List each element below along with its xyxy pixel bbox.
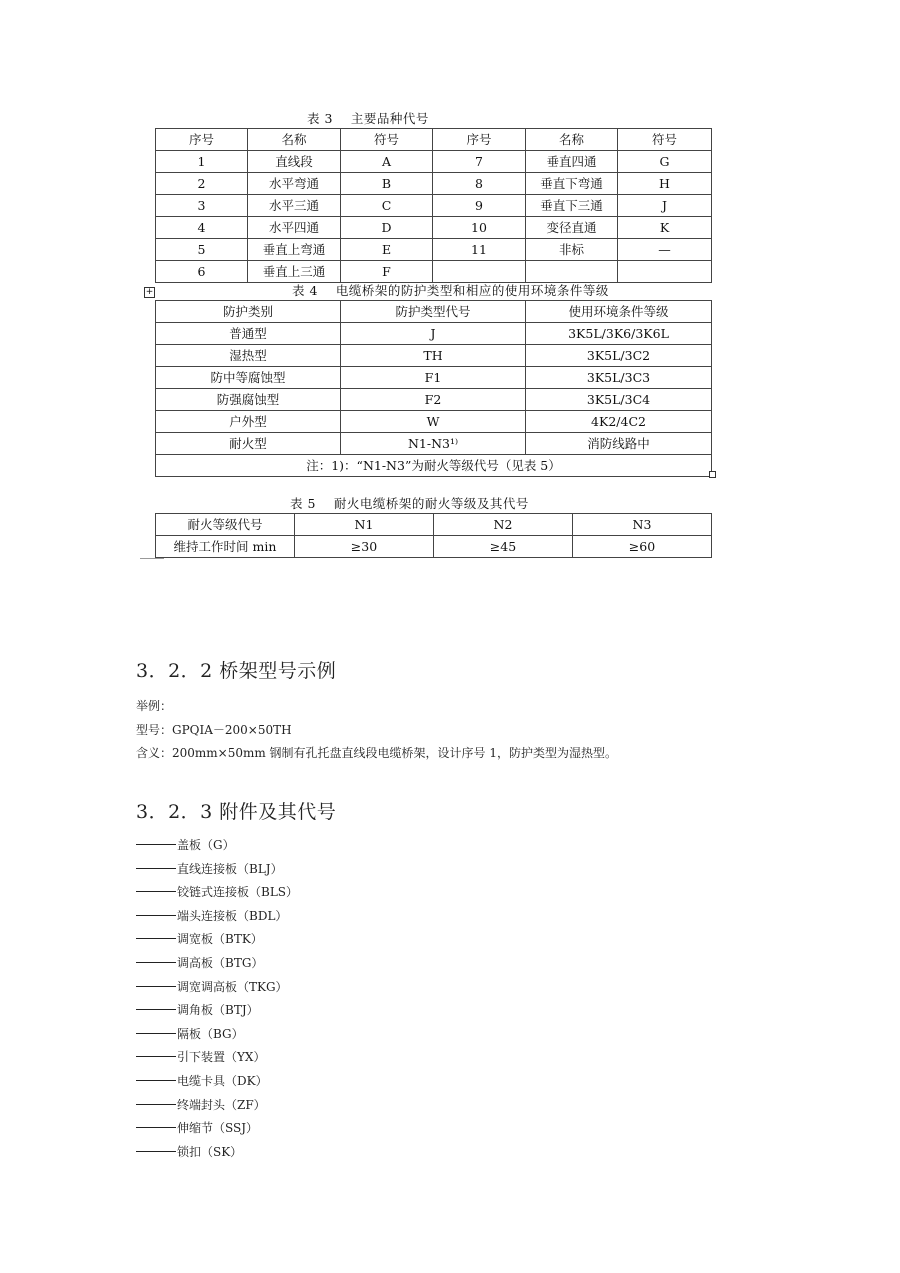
model-line: 型号：GPQIA－200×50TH — [136, 723, 292, 737]
table-cell: 防中等腐蚀型 — [156, 367, 341, 389]
em-dash — [136, 986, 176, 987]
em-dash — [136, 915, 176, 916]
table-cell: J — [341, 323, 526, 345]
section-322-heading: 3．2．2 桥架型号示例 — [136, 660, 337, 682]
table-cell: D — [341, 217, 433, 239]
list-item — [136, 882, 298, 906]
table4-header-cell: 防护类别 — [156, 301, 341, 323]
table4-title: 表 4 电缆桥架的防护类型和相应的使用环境条件等级 — [292, 283, 609, 298]
table-cell: 4K2/4C2 — [526, 411, 712, 433]
table-cell — [526, 261, 618, 283]
em-dash — [136, 868, 176, 869]
table-row — [156, 173, 712, 195]
table3-header-cell: 序号 — [433, 129, 526, 151]
table-row — [156, 195, 712, 217]
table-row — [156, 367, 712, 389]
table-row — [156, 345, 712, 367]
table-row — [156, 323, 712, 345]
table-cell: 5 — [156, 239, 248, 261]
table-cell: E — [341, 239, 433, 261]
table-row — [156, 514, 712, 536]
table-cell: 耐火等级代号 — [156, 514, 295, 536]
list-item — [136, 929, 298, 953]
table4 — [155, 300, 712, 477]
em-dash — [136, 962, 176, 963]
table-cell: N1-N3¹⁾ — [341, 433, 526, 455]
em-dash — [136, 938, 176, 939]
table-cell: ≥60 — [573, 536, 712, 558]
em-dash — [136, 891, 176, 892]
em-dash — [136, 1151, 176, 1152]
table-cell: N1 — [295, 514, 434, 536]
table-cell: 3K5L/3C4 — [526, 389, 712, 411]
table-cell: 垂直上三通 — [248, 261, 341, 283]
table-cell: TH — [341, 345, 526, 367]
table-cell: 6 — [156, 261, 248, 283]
table5 — [155, 513, 712, 558]
table3-header-cell: 符号 — [341, 129, 433, 151]
table4-note-row — [156, 455, 712, 477]
table-move-handle-icon[interactable]: + — [145, 287, 154, 297]
table5-title: 表 5 耐火电缆桥架的耐火等级及其代号 — [290, 496, 529, 511]
em-dash — [136, 1009, 176, 1010]
list-item — [136, 953, 298, 977]
em-dash — [136, 1080, 176, 1081]
table-cell: 垂直下三通 — [526, 195, 618, 217]
list-item — [136, 1071, 298, 1095]
table-cell: 7 — [433, 151, 526, 173]
table-cell: K — [618, 217, 712, 239]
list-item-text: 伸缩节（SSJ） — [177, 1121, 259, 1136]
table-row — [156, 411, 712, 433]
table-cell: 垂直四通 — [526, 151, 618, 173]
list-item-text: 盖板（G） — [177, 838, 235, 852]
table3 — [155, 128, 712, 283]
table-cell: 11 — [433, 239, 526, 261]
list-item-text: 直线连接板（BLJ） — [177, 861, 283, 876]
list-item-text: 铰链式连接板（BLS） — [177, 885, 299, 900]
em-dash — [136, 1104, 176, 1105]
table-cell: 垂直下弯通 — [526, 173, 618, 195]
table3-title: 表 3 主要品种代号 — [307, 111, 429, 126]
table-cell: F1 — [341, 367, 526, 389]
table-cell: B — [341, 173, 433, 195]
divider — [140, 558, 164, 559]
list-item-text: 终端封头（ZF） — [177, 1097, 266, 1112]
table4-header-cell: 防护类型代号 — [341, 301, 526, 323]
list-item — [136, 906, 298, 930]
list-item — [136, 1024, 298, 1048]
table-cell: 防强腐蚀型 — [156, 389, 341, 411]
table-cell — [618, 261, 712, 283]
table-cell: A — [341, 151, 433, 173]
table-row — [156, 389, 712, 411]
table-cell: 消防线路中 — [526, 433, 712, 455]
table-cell: 水平三通 — [248, 195, 341, 217]
example-label: 举例： — [136, 699, 173, 713]
table3-header-cell: 符号 — [618, 129, 712, 151]
table-cell: 9 — [433, 195, 526, 217]
table-cell: W — [341, 411, 526, 433]
table-row — [156, 217, 712, 239]
table-resize-handle-icon[interactable] — [709, 471, 716, 478]
list-item — [136, 977, 298, 1001]
table-cell: 直线段 — [248, 151, 341, 173]
list-item-text: 调高板（BTG） — [177, 955, 264, 970]
table3-header-cell: 名称 — [248, 129, 341, 151]
table-cell: 1 — [156, 151, 248, 173]
table-cell: H — [618, 173, 712, 195]
table-cell: 水平四通 — [248, 217, 341, 239]
list-item-text: 调宽板（BTK） — [177, 932, 263, 947]
list-item-text: 锁扣（SK） — [177, 1144, 243, 1159]
table-cell — [433, 261, 526, 283]
table-cell: 3K5L/3C3 — [526, 367, 712, 389]
em-dash — [136, 844, 176, 845]
table-cell: 4 — [156, 217, 248, 239]
table-cell: N2 — [434, 514, 573, 536]
table-cell: 变径直通 — [526, 217, 618, 239]
list-item-text: 调角板（BTJ） — [177, 1003, 259, 1018]
table-cell: 水平弯通 — [248, 173, 341, 195]
table-row — [156, 239, 712, 261]
table-cell: 垂直上弯通 — [248, 239, 341, 261]
table3-header-row — [156, 129, 712, 151]
table-cell: 维持工作时间 min — [156, 536, 295, 558]
table4-header-cell: 使用环境条件等级 — [526, 301, 712, 323]
table-cell: N3 — [573, 514, 712, 536]
list-item-text: 引下装置（YX） — [177, 1050, 266, 1065]
list-item — [136, 1047, 298, 1071]
list-item — [136, 1142, 298, 1166]
em-dash — [136, 1056, 176, 1057]
table-cell: 耐火型 — [156, 433, 341, 455]
table-cell: 10 — [433, 217, 526, 239]
table-row — [156, 433, 712, 455]
table-row — [156, 151, 712, 173]
table-cell: 3K5L/3C2 — [526, 345, 712, 367]
table-cell: 非标 — [526, 239, 618, 261]
meaning-line: 含义：200mm×50mm 钢制有孔托盘直线段电缆桥架，设计序号 1，防护类型为湿热型。 — [136, 746, 618, 760]
list-item — [136, 1000, 298, 1024]
list-item-text: 电缆卡具（DK） — [177, 1073, 268, 1088]
table-cell: ≥30 — [295, 536, 434, 558]
list-item — [136, 859, 298, 883]
list-item — [136, 835, 298, 859]
table-cell: G — [618, 151, 712, 173]
list-item-text: 端头连接板（BDL） — [177, 908, 288, 923]
table-cell: 湿热型 — [156, 345, 341, 367]
table-cell: F — [341, 261, 433, 283]
table4-header-row — [156, 301, 712, 323]
table-cell: 3 — [156, 195, 248, 217]
table-cell: 户外型 — [156, 411, 341, 433]
table-cell: J — [618, 195, 712, 217]
table3-header-cell: 序号 — [156, 129, 248, 151]
section-323-heading: 3．2．3 附件及其代号 — [136, 801, 337, 823]
table-cell: 8 — [433, 173, 526, 195]
list-item-text: 隔板（BG） — [177, 1026, 244, 1041]
table-cell: C — [341, 195, 433, 217]
list-item-text: 调宽调高板（TKG） — [177, 979, 288, 994]
table-cell: F2 — [341, 389, 526, 411]
table3-header-cell: 名称 — [526, 129, 618, 151]
table-cell: 普通型 — [156, 323, 341, 345]
table-cell: 3K5L/3K6/3K6L — [526, 323, 712, 345]
table4-note: 注：1)：“N1-N3”为耐火等级代号（见表 5） — [156, 455, 712, 477]
accessory-list — [136, 835, 298, 1165]
table-row — [156, 536, 712, 558]
list-item — [136, 1095, 298, 1119]
em-dash — [136, 1127, 176, 1128]
table-row — [156, 261, 712, 283]
table-cell: 2 — [156, 173, 248, 195]
em-dash — [136, 1033, 176, 1034]
table-cell: — — [618, 239, 712, 261]
list-item — [136, 1118, 298, 1142]
table-cell: ≥45 — [434, 536, 573, 558]
